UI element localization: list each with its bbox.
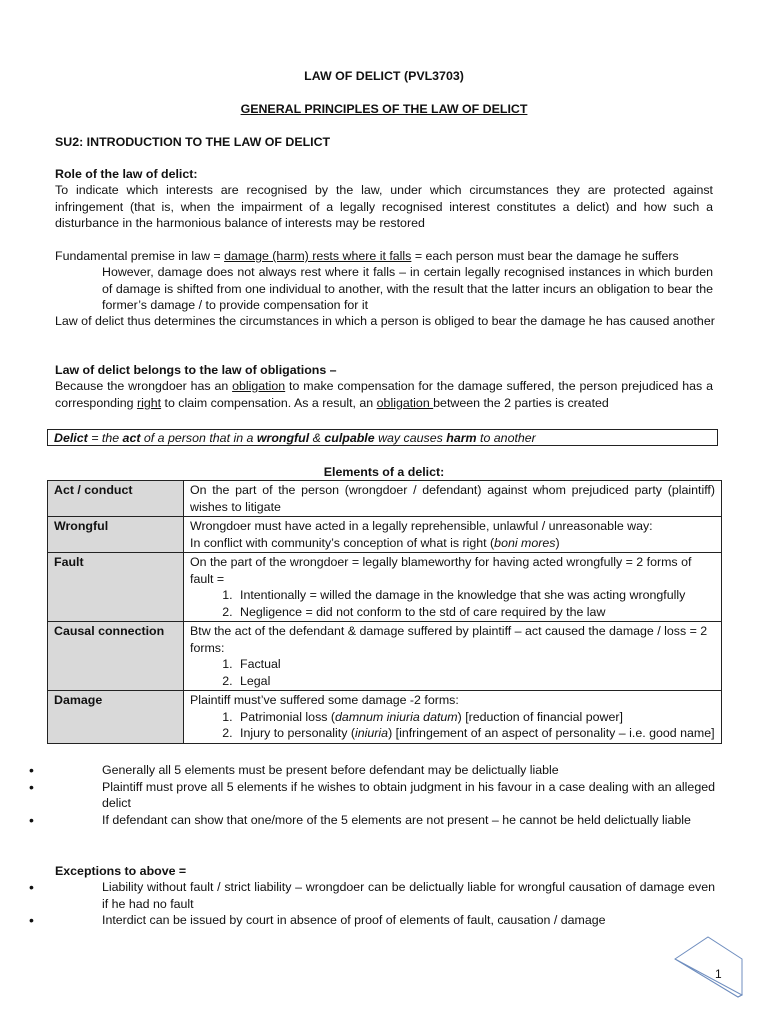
damage-1-b: ) [reduction of financial power] xyxy=(457,709,623,724)
oblig-underline-3: obligation xyxy=(376,395,434,410)
exceptions-list xyxy=(55,879,715,929)
row-label-causal: Causal connection xyxy=(48,622,184,691)
damage-item xyxy=(236,725,715,742)
table-row xyxy=(48,622,722,691)
page-number-badge xyxy=(670,935,750,1006)
row-label-fault: Fault xyxy=(48,553,184,622)
wrongful-line-2-italic: boni mores xyxy=(494,535,556,550)
oblig-text-4: between the 2 parties is created xyxy=(433,395,609,410)
oblig-text-1: Because the wrongdoer has an xyxy=(55,379,233,393)
determines-paragraph: Law of delict thus determines the circumstances in which a person is obliged to bear the damage he has caused another xyxy=(55,314,715,328)
def-word-harm: harm xyxy=(446,431,477,445)
damage-1-italic: damnum iniuria datum xyxy=(335,709,458,724)
doc-subtitle: GENERAL PRINCIPLES OF THE LAW OF DELICT xyxy=(240,102,528,116)
table-row xyxy=(48,481,722,517)
role-heading: Role of the law of delict: xyxy=(55,167,198,181)
table-row xyxy=(48,517,722,553)
table-row xyxy=(48,691,722,744)
def-word-act: act xyxy=(122,431,141,445)
premise-line xyxy=(55,248,720,265)
oblig-underline-2: right xyxy=(136,395,162,410)
def-word-wrongful: wrongful xyxy=(256,431,310,445)
causal-item: 1. Factual xyxy=(236,656,715,673)
wrongful-line-2 xyxy=(190,535,715,552)
row-text-damage xyxy=(184,691,722,744)
def-text-4: way causes xyxy=(374,431,447,445)
requirements-list xyxy=(55,762,715,828)
def-text-3: & xyxy=(309,431,325,445)
causal-list xyxy=(190,656,715,689)
def-word-culpable: culpable xyxy=(324,431,375,445)
list-item: • Plaintiff must prove all 5 elements if he wishes to obtain judgment in his favour in a case dealing with an alleged delict xyxy=(0,779,715,812)
elements-table xyxy=(47,480,722,744)
oblig-underline-1: obligation xyxy=(232,379,286,393)
obligations-paragraph xyxy=(55,378,713,411)
row-text-causal xyxy=(184,622,722,691)
fault-intro: On the part of the wrongdoer = legally blameworthy for having acted wrongfully = 2 forms of fault = xyxy=(190,555,692,586)
obligations-heading: Law of delict belongs to the law of obligations – xyxy=(55,363,337,377)
role-paragraph: To indicate which interests are recognised by the law, under which circumstances they are protected against infringement (that is, when the impairment of a legally recognised interest constitutes a delict) and how such a disturbance in the harmonious balance of interests may be restored xyxy=(55,183,713,230)
wrongful-line-2-a: In conflict with community’s conception of what is right ( xyxy=(190,535,495,550)
premise-suffix: = each person must bear the damage he suffers xyxy=(411,249,679,263)
fault-list xyxy=(190,587,715,620)
damage-2-a: Injury to personality ( xyxy=(240,726,356,740)
fault-item: 2. Negligence = did not conform to the std of care required by the law xyxy=(236,604,715,621)
page-number: 1 xyxy=(715,967,722,981)
however-paragraph: However, damage does not always rest where it falls – in certain legally recognised instances in which burden of damage is shifted from one individual to another, with the result that the latter incurs an obligation to bear the former’s damage / to provide compensation for it xyxy=(102,265,713,312)
exceptions-heading: Exceptions to above = xyxy=(55,864,187,878)
delict-definition-box xyxy=(47,429,718,446)
wrongful-line-2-b: ) xyxy=(555,535,560,550)
doc-title: LAW OF DELICT (PVL3703) xyxy=(304,69,464,83)
def-text-2: of a person that in a xyxy=(140,431,257,445)
row-text-act: On the part of the person (wrongdoer / defendant) against whom prejudiced party (plaintiff) wishes to litigate xyxy=(184,481,722,517)
def-text-5: to another xyxy=(476,431,536,445)
row-label-damage: Damage xyxy=(48,691,184,744)
list-item: • Liability without fault / strict liability – wrongdoer can be delictually liable for wrongful causation of damage even if he had no fault xyxy=(0,879,715,912)
list-item: • Generally all 5 elements must be present before defendant may be delictually liable xyxy=(0,762,715,779)
row-text-wrongful xyxy=(184,517,722,553)
damage-2-b: ) [infringement of an aspect of personality – i.e. good name] xyxy=(388,726,715,740)
damage-list xyxy=(190,709,715,742)
table-row xyxy=(48,553,722,622)
row-text-fault xyxy=(184,553,722,622)
causal-intro: Btw the act of the defendant & damage suffered by plaintiff – act caused the damage / loss = 2 forms: xyxy=(190,624,708,655)
page-corner-shape xyxy=(670,935,750,1001)
premise-underlined: damage (harm) rests where it falls xyxy=(224,249,412,263)
list-item: • If defendant can show that one/more of the 5 elements are not present – he cannot be held delictually liable xyxy=(0,812,715,829)
row-label-wrongful: Wrongful xyxy=(48,517,184,553)
oblig-text-3: to claim compensation. As a result, an xyxy=(161,395,377,410)
oblig-text-2: to make compensation for the damage suffered, the person prejudiced has a corresponding xyxy=(55,379,713,410)
damage-item xyxy=(236,709,715,726)
fault-item: 1. Intentionally = willed the damage in the knowledge that she was acting wrongfully xyxy=(236,587,715,604)
list-item: • Interdict can be issued by court in absence of proof of elements of fault, causation / damage xyxy=(0,912,715,929)
def-text-1: = the xyxy=(87,431,123,445)
section-heading-su2: SU2: INTRODUCTION TO THE LAW OF DELICT xyxy=(55,135,331,149)
damage-1-a: Patrimonial loss ( xyxy=(240,709,336,724)
premise-prefix: Fundamental premise in law = xyxy=(55,249,225,263)
damage-2-italic: iniuria xyxy=(355,726,389,740)
elements-heading: Elements of a delict: xyxy=(323,465,445,479)
damage-intro: Plaintiff must’ve suffered some damage -2 forms: xyxy=(190,693,459,707)
causal-item: 2. Legal xyxy=(236,673,715,690)
row-label-act: Act / conduct xyxy=(48,481,184,517)
wrongful-line-1: Wrongdoer must have acted in a legally reprehensible, unlawful / unreasonable way: xyxy=(190,519,653,533)
def-word-delict: Delict xyxy=(54,431,88,445)
